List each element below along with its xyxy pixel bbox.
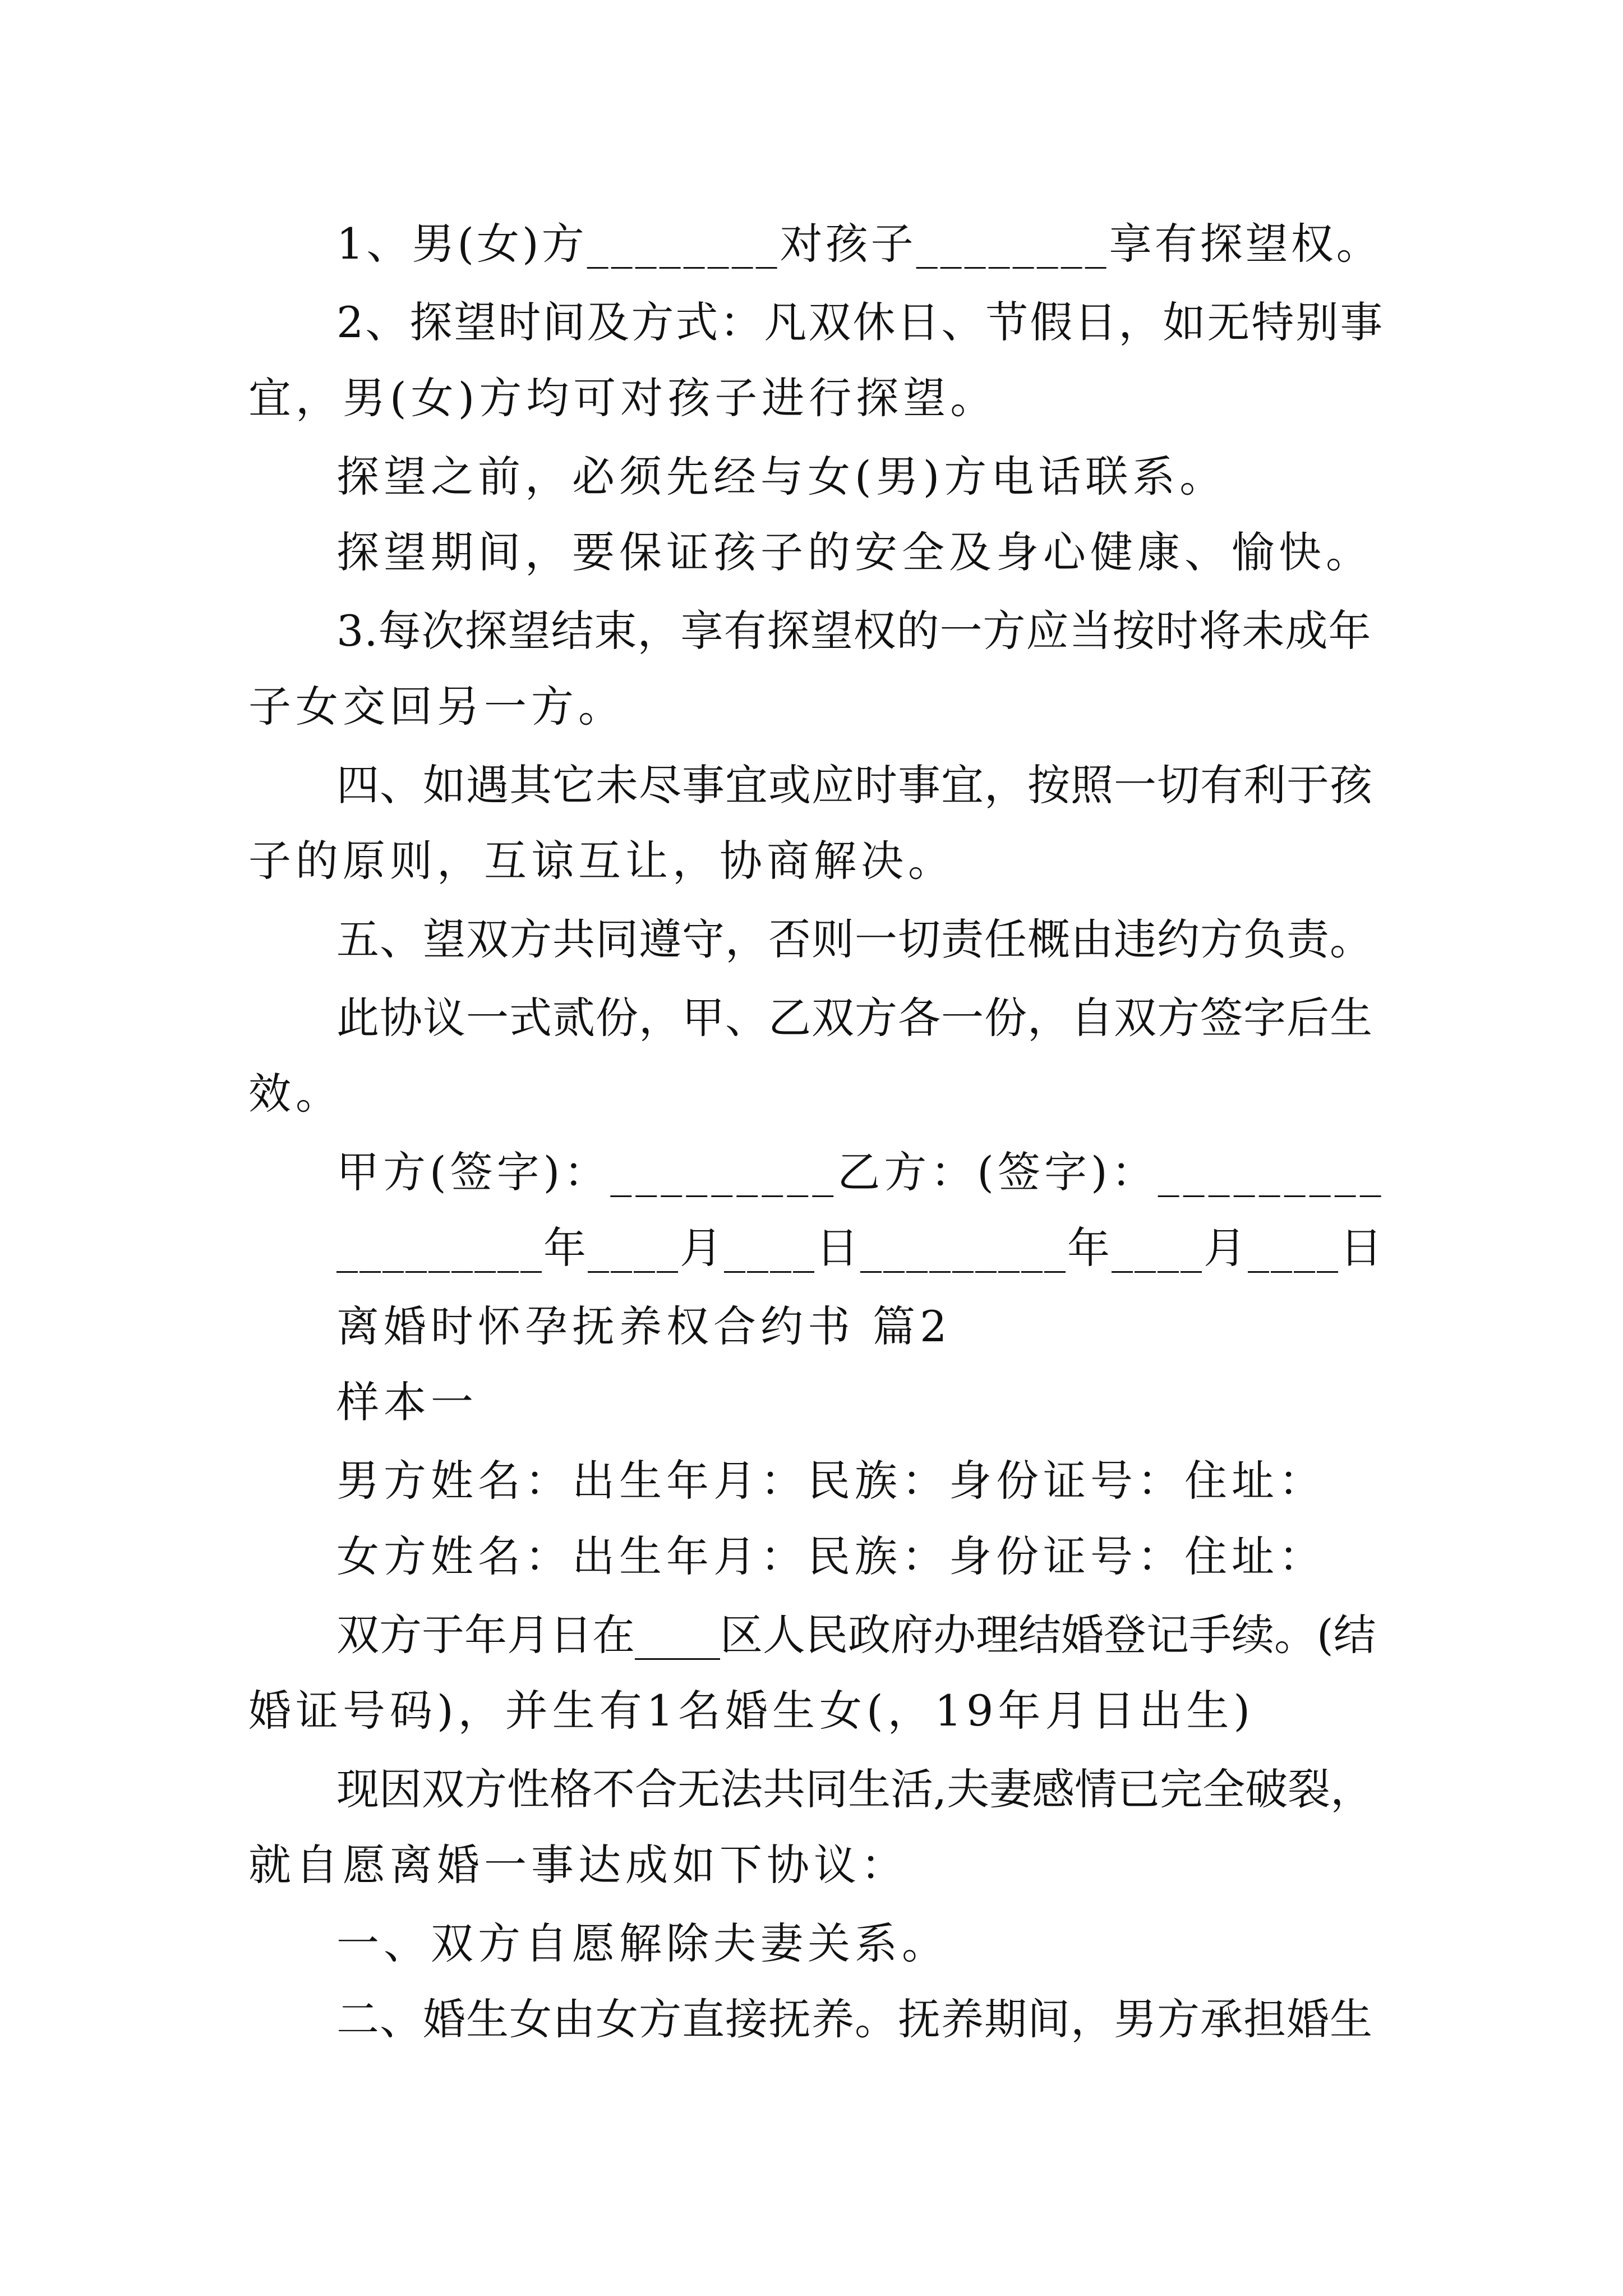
paragraph-other-matters-line-2: 子的原则，互谅互让，协商解决。 <box>248 836 955 886</box>
sample-heading: 样本一 <box>336 1377 478 1427</box>
paragraph-reason-line-1: 现因双方性格不合无法共同生活,夫妻感情已完全破裂， <box>336 1764 1373 1814</box>
paragraph-compliance: 五、望双方共同遵守，否则一切责任概由违约方负责。 <box>336 914 1373 964</box>
male-party-info: 男方姓名：出生年月：民族：身份证号：住址： <box>336 1456 1326 1506</box>
paragraph-child-safety: 探望期间，要保证孩子的安全及身心健康、愉快。 <box>336 527 1373 577</box>
paragraph-visit-time-line-1: 2、探望时间及方式：凡双休日、节假日，如无特别事 <box>336 297 1385 347</box>
paragraph-other-matters-line-1: 四、如遇其它未尽事宜或应时事宜，按照一切有利于孩 <box>336 760 1373 810</box>
female-party-info: 女方姓名：出生年月：民族：身份证号：住址： <box>336 1531 1326 1581</box>
paragraph-marriage-reg-line-2: 婚证号码)，并生有1名婚生女(，19年月日出生) <box>248 1686 1255 1736</box>
paragraph-return-child-line-1: 3.每次探望结束，享有探望权的一方应当按时将未成年 <box>336 606 1372 656</box>
paragraph-visitation-right: 1、男(女)方________对孩子________享有探望权。 <box>336 219 1382 269</box>
paragraph-visit-time-line-2: 宜，男(女)方均可对孩子进行探望。 <box>248 373 998 423</box>
clause-custody: 二、婚生女由女方直接抚养。抚养期间，男方承担婚生 <box>336 1994 1373 2044</box>
paragraph-return-child-line-2: 子女交回另一方。 <box>248 682 625 731</box>
signature-line: 甲方(签字)：_________乙方：(签字)：_________ <box>336 1147 1385 1197</box>
paragraph-copies-line-1: 此协议一式贰份，甲、乙双方各一份，自双方签字后生 <box>336 993 1373 1043</box>
clause-dissolve-marriage: 一、双方自愿解除夫妻关系。 <box>336 1918 949 1968</box>
section-title-part-2: 离婚时怀孕抚养权合约书 篇2 <box>336 1301 952 1351</box>
date-line: _________年____月____日_________年____月____日 <box>336 1223 1384 1273</box>
paragraph-marriage-reg-line-1: 双方于年月日在____区人民政府办理结婚登记手续。(结 <box>336 1610 1376 1660</box>
paragraph-reason-line-2: 就自愿离婚一事达成如下协议： <box>248 1840 908 1890</box>
paragraph-copies-line-2: 效。 <box>248 1069 343 1119</box>
paragraph-phone-contact: 探望之前，必须先经与女(男)方电话联系。 <box>336 452 1227 501</box>
